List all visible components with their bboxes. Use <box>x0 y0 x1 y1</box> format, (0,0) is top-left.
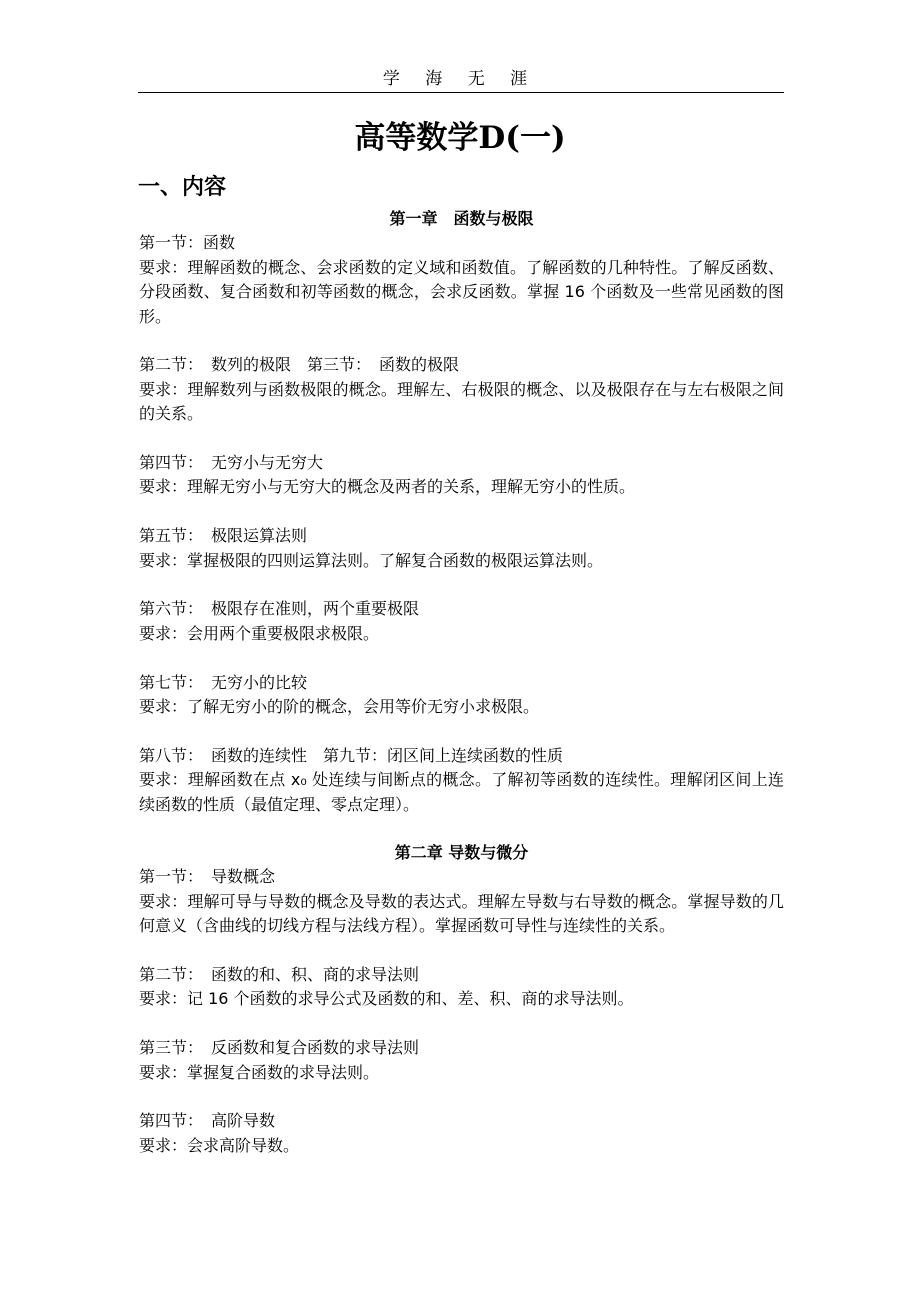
chapter-2 <box>139 841 784 1183</box>
section-title: 第一节： 导数概念 <box>139 867 276 887</box>
section-block <box>139 451 784 500</box>
section-block <box>139 353 784 426</box>
section-title: 第二节： 函数的和、积、商的求导法则 <box>139 965 420 985</box>
chapter-1 <box>139 207 784 841</box>
section-requirement: 要求：记 16 个函数的求导公式及函数的和、差、积、商的求导法则。 <box>139 989 634 1009</box>
document-title: 高等数学D(一) <box>354 120 566 156</box>
section-block <box>139 865 784 938</box>
section-block <box>139 231 784 329</box>
section-title: 第一节：函数 <box>139 233 236 253</box>
section-requirement: 要求：理解函数在点 x₀ 处连续与间断点的概念。了解初等函数的连续性。理解闭区间上连续函数的性质（最值定理、零点定理）。 <box>139 770 784 814</box>
section-requirement: 要求：理解数列与函数极限的概念。理解左、右极限的概念、以及极限存在与左右极限之间的关系。 <box>139 379 784 424</box>
section-title: 第二节： 数列的极限 第三节： 函数的极限 <box>139 355 460 375</box>
section-block <box>139 744 784 817</box>
section-requirement: 要求：理解函数的概念、会求函数的定义域和函数值。了解函数的几种特性。了解反函数、分段函数、复合函数和初等函数的概念，会求反函数。掌握 16 个函数及一些常见函数的图形。 <box>139 257 784 326</box>
header-rule <box>138 92 784 93</box>
section-block <box>139 963 784 1012</box>
section-block <box>139 597 784 646</box>
section-requirement: 要求：了解无穷小的阶的概念，会用等价无穷小求极限。 <box>139 697 540 717</box>
page-header: 学 海 无 涯 <box>382 69 538 89</box>
section-requirement: 要求：理解可导与导数的概念及导数的表达式。理解左导数与右导数的概念。掌握导数的几何意义（含曲线的切线方程与法线方程）。掌握函数可导性与连续性的关系。 <box>139 891 784 936</box>
section-block <box>139 524 784 573</box>
section-requirement: 要求：掌握极限的四则运算法则。了解复合函数的极限运算法则。 <box>139 550 604 570</box>
section-title: 第七节： 无穷小的比较 <box>139 672 308 692</box>
section-title: 第四节： 高阶导数 <box>139 1111 276 1131</box>
section-title: 第五节： 极限运算法则 <box>139 526 308 546</box>
section-requirement: 要求：会用两个重要极限求极限。 <box>139 623 380 643</box>
section-title: 第四节： 无穷小与无穷大 <box>139 453 324 473</box>
section-requirement: 要求：会求高阶导数。 <box>139 1135 300 1155</box>
section-block <box>139 1109 784 1158</box>
section-title: 第八节： 函数的连续性 第九节：闭区间上连续函数的性质 <box>139 745 564 765</box>
section-title: 第三节： 反函数和复合函数的求导法则 <box>139 1038 420 1058</box>
section-requirement: 要求：掌握复合函数的求导法则。 <box>139 1062 380 1082</box>
section-block <box>139 1036 784 1085</box>
section-heading: 一、内容 <box>138 175 227 200</box>
chapter-heading: 第二章 导数与微分 <box>394 843 529 862</box>
section-block <box>139 671 784 720</box>
section-requirement: 要求：理解无穷小与无穷大的概念及两者的关系，理解无穷小的性质。 <box>139 477 636 497</box>
chapter-heading: 第一章 函数与极限 <box>389 209 534 228</box>
section-title: 第六节： 极限存在准则，两个重要极限 <box>139 599 420 619</box>
